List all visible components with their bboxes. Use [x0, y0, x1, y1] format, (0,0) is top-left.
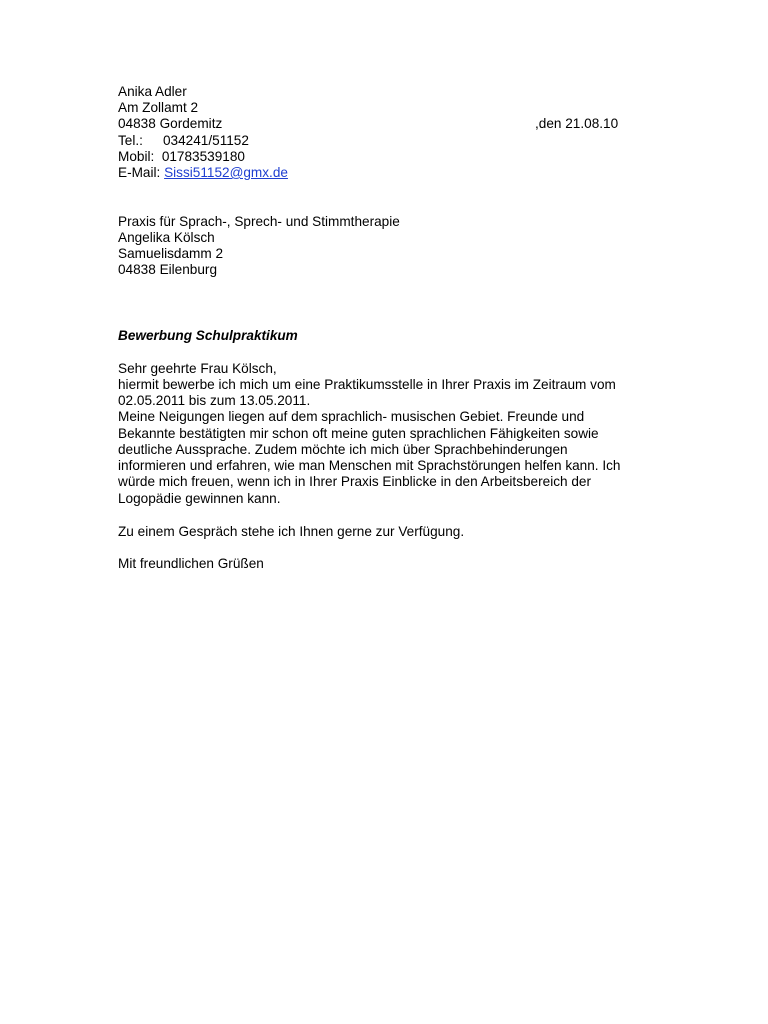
body-line-6: informieren und erfahren, wie man Menschen mit Sprachstörungen helfen kann. Ich — [118, 458, 621, 473]
body-line-2: 02.05.2011 bis zum 13.05.2011. — [118, 393, 311, 408]
closing: Mit freundlichen Grüßen — [118, 556, 264, 571]
phone-label: Tel.: — [118, 133, 143, 148]
body-line-5: deutliche Aussprache. Zudem möchte ich mich über Sprachbehinderungen — [118, 442, 568, 457]
letter-date: ,den 21.08.10 — [535, 116, 619, 131]
body-line-4: Bekannte bestätigten mir schon oft meine guten sprachlichen Fähigkeiten sowie — [118, 426, 599, 441]
sender-phone — [118, 133, 249, 149]
phone-value: 034241/51152 — [163, 133, 249, 148]
recipient-line-3: Samuelisdamm 2 — [118, 246, 224, 261]
recipient-line-2: Angelika Kölsch — [118, 230, 215, 245]
sender-email — [118, 165, 288, 181]
email-link[interactable]: Sissi51152@gmx.de — [164, 165, 288, 180]
body-line-8: Logopädie gewinnen kann. — [118, 491, 281, 506]
recipient-line-4: 04838 Eilenburg — [118, 262, 218, 277]
sender-name: Anika Adler — [118, 84, 187, 99]
body-line-3: Meine Neigungen liegen auf dem sprachlich- musischen Gebiet. Freunde und — [118, 409, 585, 424]
email-label: E-Mail: — [118, 165, 165, 180]
sender-city: 04838 Gordemitz — [118, 116, 223, 131]
body-line-7: würde mich freuen, wenn ich in Ihrer Praxis Einblicke in den Arbeitsbereich der — [118, 474, 591, 489]
recipient-line-1: Praxis für Sprach-, Sprech- und Stimmtherapie — [118, 214, 400, 229]
body-paragraph-2: Zu einem Gespräch stehe ich Ihnen gerne zur Verfügung. — [118, 524, 465, 539]
sender-mobile: Mobil: 01783539180 — [118, 149, 245, 164]
sender-street: Am Zollamt 2 — [118, 100, 199, 115]
letter-subject: Bewerbung Schulpraktikum — [118, 328, 298, 343]
body-line-1: hiermit bewerbe ich mich um eine Praktikumsstelle in Ihrer Praxis im Zeitraum vom — [118, 377, 616, 392]
salutation: Sehr geehrte Frau Kölsch, — [118, 361, 277, 376]
